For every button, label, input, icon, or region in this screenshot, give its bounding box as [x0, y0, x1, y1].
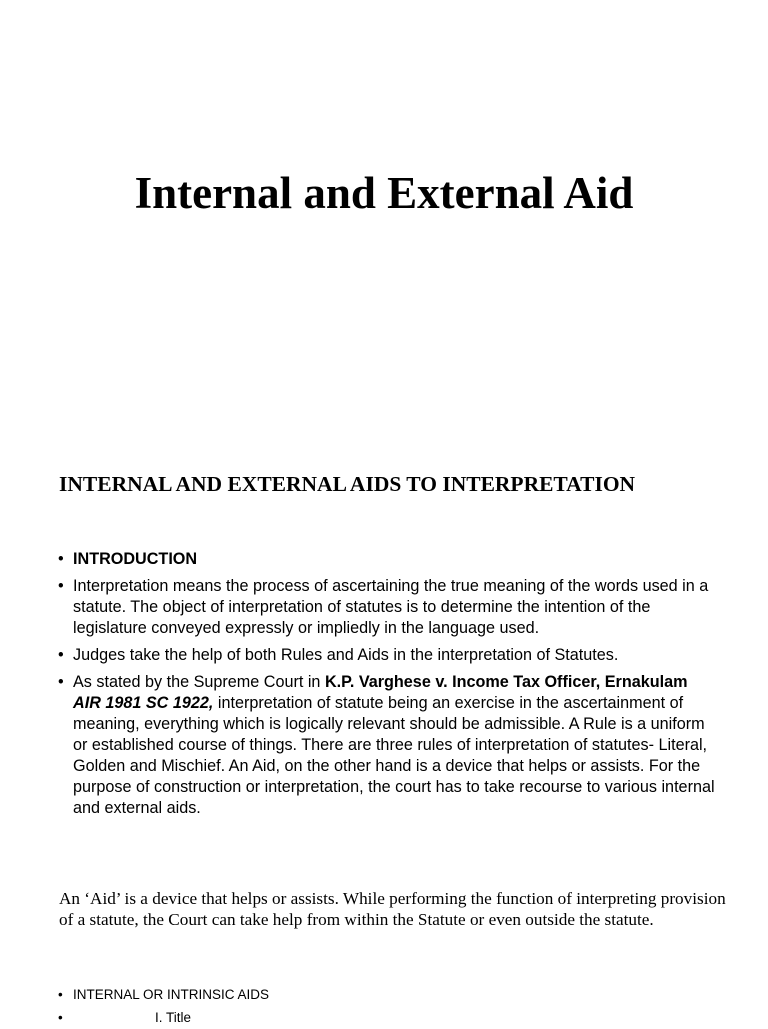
bullet-text: Judges take the help of both Rules and Aids in the interpretation of Statutes. [73, 646, 619, 664]
list-item [58, 549, 718, 570]
bullet-text-lead: As stated by the Supreme Court in [73, 673, 325, 691]
page-title: Internal and External Aid [134, 168, 634, 218]
list-item [58, 672, 718, 819]
bullet-marker: • [58, 673, 64, 691]
case-citation: AIR 1981 SC 1922, [73, 694, 214, 712]
bullet-marker: • [58, 550, 64, 568]
bullet-marker: • [58, 987, 63, 1002]
list-item [58, 983, 718, 1006]
bullet-text-rest: interpretation of statute being an exercise in the ascertainment of meaning, everything which is logically relevant should be admissible. A Rule is a uniform or established course of things. There are three rules of interpretation of statutes- Literal, Golden and Mischief. An Aid, on the other hand is a device that helps or assists. For the purpose of construction or interpretation, the court has to take recourse to various internal and external aids. [73, 694, 715, 817]
introduction-label: INTRODUCTION [73, 550, 198, 568]
case-name: K.P. Varghese v. Income Tax Officer, Ernakulam [324, 673, 688, 691]
bullet-marker: • [58, 1010, 63, 1025]
aids-list-item: I. Title [155, 1010, 192, 1025]
list-item [58, 645, 718, 666]
bullet-text: Interpretation means the process of ascertaining the true meaning of the words used in a statute. The object of interpretation of statutes is to determine the intention of the legislature conveyed expressly or impliedly in the language used. [73, 577, 709, 637]
bullet-marker: • [58, 577, 64, 595]
aids-list-item: INTERNAL OR INTRINSIC AIDS [73, 987, 270, 1002]
aids-list [58, 983, 718, 1029]
list-item [58, 576, 718, 639]
section-heading: INTERNAL AND EXTERNAL AIDS TO INTERPRETATION [59, 472, 636, 496]
aid-definition-paragraph: An ‘Aid’ is a device that helps or assists. While performing the function of interpreting provision of a statute, the Court can take help from within the Statute or even outside the statute. [59, 889, 726, 929]
bullet-marker: • [58, 646, 64, 664]
bullet-list [58, 549, 718, 825]
list-item [58, 1006, 718, 1029]
